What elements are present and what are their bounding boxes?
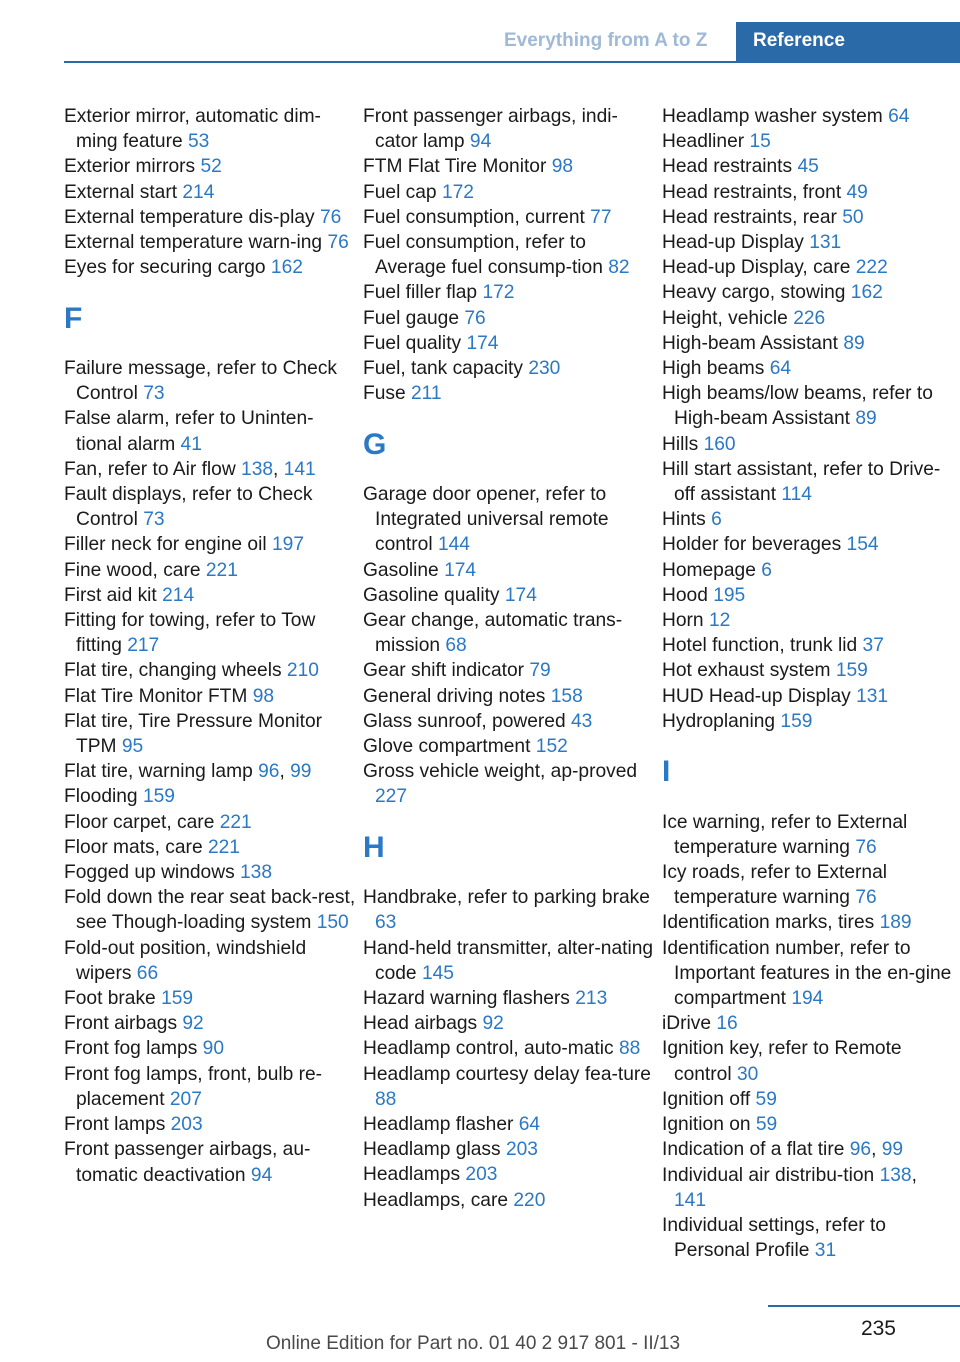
page-reference-link[interactable]: 159 (835, 660, 868, 682)
page-reference-link[interactable]: 195 (713, 584, 746, 606)
page-reference-link[interactable]: 82 (608, 257, 630, 279)
index-entry-term: Glove compartment (363, 736, 531, 758)
index-entry (363, 154, 655, 179)
index-entry (64, 1112, 356, 1137)
page-reference-link[interactable]: 197 (271, 534, 304, 556)
index-entry (662, 1011, 954, 1036)
page-reference-link[interactable]: 41 (180, 433, 202, 455)
page-reference-link[interactable]: 213 (575, 988, 608, 1010)
index-entry (662, 154, 954, 179)
page-reference-link[interactable]: 221 (205, 559, 238, 581)
index-entry-term: Handbrake, refer to parking brake (363, 887, 650, 909)
index-entry (64, 608, 356, 658)
index-entry-term: Head-up Display, care (662, 257, 851, 279)
page-reference-link[interactable]: 76 (855, 836, 877, 858)
index-entry (662, 280, 954, 305)
index-entry-term: Fuel gauge (363, 307, 460, 329)
index-entry-term: Fuel consumption, current (363, 206, 585, 228)
index-entry (363, 1137, 655, 1162)
page-reference-link[interactable]: 52 (200, 156, 222, 178)
index-entry-term: Headlamps (363, 1164, 461, 1186)
index-entry-term: Holder for beverages (662, 534, 842, 556)
index-entry-term: Fold-out position, windshield wipers (64, 937, 307, 984)
index-entry-term: Hot exhaust system (662, 660, 831, 682)
index-entry (64, 356, 356, 406)
page-reference-link[interactable]: 220 (513, 1189, 546, 1211)
index-entry-term: HUD Head-up Display (662, 685, 851, 707)
index-entry (363, 658, 655, 683)
index-entry-term: High-beam Assistant (662, 332, 838, 354)
page-reference-link[interactable]: 63 (375, 912, 397, 934)
index-entry: Indication of a flat tire 96, 99 (662, 1139, 904, 1161)
page-reference-link[interactable]: 31 (814, 1240, 837, 1262)
index-entry-term: Hill start assistant, refer to Drive-off assistant (662, 458, 941, 506)
index-entry (64, 205, 356, 230)
page-reference-link[interactable]: 88 (618, 1038, 641, 1060)
index-entry (363, 684, 655, 709)
index-entry-term: Hotel function, trunk lid (662, 635, 858, 657)
index-entry-term: Foot brake (64, 988, 156, 1010)
page-reference-link[interactable]: 174 (466, 332, 499, 354)
index-entry (64, 406, 356, 456)
page-reference-link[interactable]: 227 (375, 786, 408, 808)
index-entry-term: Head-up Display (662, 232, 804, 254)
index-entry (64, 1011, 356, 1036)
index-entry (363, 608, 655, 658)
index-entry (64, 154, 356, 179)
index-entry-term: iDrive (662, 1013, 712, 1035)
index-entry (64, 1036, 356, 1061)
index-entry (662, 457, 954, 507)
header-section-title: Everything from A to Z (504, 30, 708, 51)
index-entry (363, 482, 655, 558)
index-entry (363, 356, 655, 381)
page-reference-link[interactable]: 94 (250, 1164, 273, 1186)
index-entry-term: Front passenger airbags, au‐tomatic deactivation (64, 1139, 311, 1186)
index-entry (363, 734, 655, 759)
index-entry-term: Headlamp control, auto‐matic (363, 1038, 614, 1060)
page-reference-link[interactable]: 12 (708, 610, 731, 632)
index-entry (363, 331, 655, 356)
page-reference-link[interactable]: 230 (528, 358, 561, 380)
page-reference-link[interactable]: 99 (881, 1139, 904, 1161)
index-entry-term: External start (64, 181, 178, 203)
index-entry (64, 558, 356, 583)
page-reference-link[interactable]: 226 (793, 307, 826, 329)
page-reference-link[interactable]: 92 (482, 1013, 504, 1035)
index-entry-term: Gasoline quality (363, 584, 500, 606)
index-entry-term: Fuel consumption, refer to Average fuel consump‐tion (363, 232, 603, 279)
index-entry-term: Ice warning, refer to External temperature warning (662, 811, 908, 858)
index-entry-term: Flat tire, warning lamp (64, 761, 253, 783)
index-entry (662, 507, 954, 532)
page-reference-link[interactable]: 217 (127, 635, 160, 657)
page-reference-link[interactable]: 154 (846, 534, 879, 556)
index-entry-term: Hood (662, 584, 708, 606)
index-entry-term: First aid kit (64, 584, 157, 606)
index-entry (662, 306, 954, 331)
index-entry (64, 230, 356, 255)
index-entry (64, 180, 356, 205)
page-reference-link[interactable]: 210 (286, 660, 319, 682)
index-entry (64, 255, 356, 280)
page-reference-link[interactable]: 90 (202, 1038, 224, 1060)
page-reference-link[interactable]: 144 (437, 534, 470, 556)
index-entry (363, 1062, 655, 1112)
page-reference-link[interactable]: 6 (711, 509, 722, 531)
index-entry-term: Head restraints, front (662, 181, 842, 203)
page-reference-link[interactable]: 159 (780, 710, 813, 732)
index-entry (662, 558, 954, 583)
index-entry (363, 936, 655, 986)
index-entry-term: Fuel quality (363, 332, 462, 354)
page-reference-link[interactable]: 221 (219, 811, 252, 833)
page-number: 235 (860, 1317, 896, 1340)
index-entry (662, 684, 954, 709)
index-entry-term: Ignition off (662, 1088, 751, 1110)
index-entry (363, 180, 655, 205)
index-entry-term: Hazard warning flashers (363, 988, 570, 1010)
page-reference-link[interactable]: 172 (441, 181, 474, 203)
index-entry-term: False alarm, refer to Uninten‐tional alarm (64, 408, 314, 455)
index-letter-heading: I (662, 755, 671, 789)
page-reference-link[interactable]: 89 (855, 408, 877, 430)
page-reference-link[interactable]: 222 (855, 257, 888, 279)
index-entry (363, 1112, 655, 1137)
page-reference-link[interactable]: 159 (142, 786, 175, 808)
index-entry-term: Front passenger airbags, indi‐cator lamp (363, 106, 618, 153)
page-reference-link[interactable]: 43 (570, 710, 593, 732)
page-reference-link[interactable]: 138 (241, 458, 274, 480)
index-entry-term: External temperature dis‐play (64, 206, 315, 228)
index-entry-term: Hydroplaning (662, 710, 776, 732)
index-entry (662, 633, 954, 658)
index-entry-term: Exterior mirrors (64, 156, 196, 178)
index-column-1 (64, 104, 356, 1188)
index-entry-term: Front fog lamps, front, bulb re‐placement (64, 1063, 323, 1110)
page-reference-link[interactable]: 49 (846, 181, 868, 203)
index-entry (662, 180, 954, 205)
index-entry (64, 482, 356, 532)
index-entry (363, 306, 655, 331)
index-entry (363, 381, 655, 406)
index-entry-term: Headliner (662, 131, 745, 153)
index-entry (662, 1112, 954, 1137)
index-entry-term: Flat tire, changing wheels (64, 660, 282, 682)
index-entry-term: Hand-held transmitter, alter‐nating code (363, 937, 654, 984)
index-entry (662, 331, 954, 356)
index-entry (662, 709, 954, 734)
page-reference-link[interactable]: 159 (161, 988, 194, 1010)
index-entry (64, 658, 356, 683)
page-reference-link[interactable]: 15 (749, 131, 771, 153)
index-entry-term: Fuel, tank capacity (363, 358, 523, 380)
index-entry (662, 810, 954, 860)
index-entry-term: Identification marks, tires (662, 912, 875, 934)
index-entry (64, 684, 356, 709)
index-entry (64, 104, 356, 154)
index-entry-term: Head restraints, rear (662, 206, 837, 228)
index-entry (662, 608, 954, 633)
index-entry (363, 205, 655, 230)
index-entry-term: Individual air distribu‐tion (662, 1164, 875, 1186)
index-entry-term: High beams/low beams, refer to High-beam Assistant (662, 383, 933, 430)
index-entry (662, 583, 954, 608)
index-entry-term: Front fog lamps (64, 1038, 198, 1060)
footer-rule (768, 1305, 960, 1307)
page-reference-link[interactable]: 96 (849, 1139, 872, 1161)
index-entry: Individual air distribu‐tion 138, 141 (662, 1164, 917, 1211)
index-entry-term: Fold down the rear seat back‐rest, see Though-loading system (64, 887, 356, 934)
index-entry-term: Front lamps (64, 1114, 166, 1136)
index-entry (64, 835, 356, 860)
page-reference-link[interactable]: 76 (319, 206, 342, 228)
index-entry (363, 1011, 655, 1036)
edition-note: Online Edition for Part no. 01 40 2 917 801 - II/13 (266, 1333, 681, 1354)
index-entry (662, 129, 954, 154)
index-entry-term: Front airbags (64, 1013, 178, 1035)
index-entry (64, 583, 356, 608)
index-entry-term: Fuel cap (363, 181, 437, 203)
index-column-3 (662, 104, 954, 1263)
page-reference-link[interactable]: 79 (529, 660, 551, 682)
index-entry-term: Headlamp courtesy delay fea‐ture (363, 1063, 651, 1085)
index-entry: Flat tire, warning lamp 96, 99 (64, 761, 312, 783)
index-entry (662, 1087, 954, 1112)
page-reference-link[interactable]: 77 (590, 206, 612, 228)
index-entry-term: Glass sunroof, powered (363, 710, 566, 732)
page-reference-link[interactable]: 89 (843, 332, 865, 354)
index-entry-term: Fuse (363, 383, 406, 405)
index-entry (662, 910, 954, 935)
index-entry-term: Flat tire, Tire Pressure Monitor TPM (64, 710, 323, 758)
page-reference-link[interactable]: 162 (850, 282, 883, 304)
page-reference-link[interactable]: 94 (469, 131, 492, 153)
index-entry-term: Flat Tire Monitor FTM (64, 685, 248, 707)
index-entry-term: Ignition key, refer to Remote control (662, 1038, 902, 1085)
index-entry-term: Headlamps, care (363, 1189, 509, 1211)
index-entry-term: Fitting for towing, refer to Tow fitting (64, 610, 316, 657)
index-entry (662, 356, 954, 381)
index-entry-term: Gasoline (363, 559, 439, 581)
index-entry-term: Icy roads, refer to External temperature warning (662, 862, 888, 909)
page-reference-link[interactable]: 141 (283, 458, 316, 480)
page-reference-link[interactable]: 6 (761, 559, 772, 581)
page-reference-link[interactable]: 203 (170, 1114, 203, 1136)
index-entry (662, 936, 954, 1012)
index-entry-term: Headlamp flasher (363, 1114, 514, 1136)
index-entry-term: Hills (662, 433, 699, 455)
index-entry (363, 1162, 655, 1187)
index-entry (64, 810, 356, 835)
index-entry-term: Eyes for securing cargo (64, 257, 266, 279)
index-entry (363, 986, 655, 1011)
page-reference-link[interactable]: 16 (716, 1013, 738, 1035)
index-entry-term: General driving notes (363, 685, 546, 707)
page-reference-link[interactable]: 73 (143, 509, 165, 531)
index-entry (662, 1036, 954, 1086)
index-entry (363, 885, 655, 935)
index-entry (64, 1062, 356, 1112)
page-reference-link[interactable]: 150 (316, 912, 349, 934)
page-reference-link[interactable]: 64 (518, 1114, 541, 1136)
index-entry (662, 432, 954, 457)
index-entry (662, 381, 954, 431)
index-entry (64, 860, 356, 885)
page-reference-link[interactable]: 37 (862, 635, 884, 657)
index-entry (363, 1036, 655, 1061)
index-entry (363, 104, 655, 154)
page-reference-link[interactable]: 174 (504, 584, 537, 606)
header-chapter-tab: Reference (736, 22, 960, 63)
index-entry-term: Fuel filler flap (363, 282, 478, 304)
page-reference-link[interactable]: 131 (809, 232, 842, 254)
page-reference-link[interactable]: 99 (290, 761, 312, 783)
page-reference-link[interactable]: 138 (240, 862, 273, 884)
index-entry-term: Identification number, refer to Important features in the en‐gine compartment (662, 937, 952, 1010)
page-reference-link[interactable]: 53 (188, 131, 210, 153)
page-reference-link[interactable]: 189 (879, 912, 912, 934)
page-reference-link[interactable]: 50 (842, 206, 864, 228)
index-entry (64, 986, 356, 1011)
index-entry-term: Indication of a flat tire (662, 1139, 845, 1161)
index-entry (662, 255, 954, 280)
index-entry (64, 784, 356, 809)
index-entry-term: Fogged up windows (64, 862, 235, 884)
index-entry-term: Gear shift indicator (363, 660, 525, 682)
page-reference-link[interactable]: 98 (551, 156, 574, 178)
index-entry (662, 1213, 954, 1263)
page-reference-link[interactable]: 158 (550, 685, 583, 707)
index-entry-term: Floor carpet, care (64, 811, 215, 833)
index-entry (363, 583, 655, 608)
page-reference-link[interactable]: 95 (121, 736, 144, 758)
index-entry (363, 558, 655, 583)
page-reference-link[interactable]: 114 (781, 484, 812, 506)
page-reference-link[interactable]: 174 (444, 559, 477, 581)
index-entry (662, 104, 954, 129)
index-entry (363, 759, 655, 809)
page-reference-link[interactable]: 141 (674, 1189, 707, 1211)
index-letter-heading: G (363, 427, 387, 461)
index-entry (64, 885, 356, 935)
index-entry-term: Individual settings, refer to Personal Profile (662, 1214, 886, 1262)
index-entry-term: High beams (662, 358, 765, 380)
index-entry (64, 709, 356, 759)
page-reference-link[interactable]: 138 (879, 1164, 912, 1186)
page-reference-link[interactable]: 172 (482, 282, 515, 304)
index-entry (64, 936, 356, 986)
index-entry (363, 280, 655, 305)
page-reference-link[interactable]: 203 (505, 1139, 538, 1161)
index-entry-term: Exterior mirror, automatic dim‐ming feature (64, 106, 321, 153)
page-reference-link[interactable]: 64 (769, 358, 792, 380)
index-entry-term: Homepage (662, 559, 756, 581)
index-entry-term: Fine wood, care (64, 559, 201, 581)
index-entry-term: Fault displays, refer to Check Control (64, 484, 313, 531)
page-reference-link[interactable]: 160 (703, 433, 736, 455)
index-entry (662, 230, 954, 255)
index-entry-term: Gear change, automatic trans‐mission (363, 610, 623, 657)
index-entry-term: Headlamp glass (363, 1139, 501, 1161)
index-entry-term: Filler neck for engine oil (64, 534, 267, 556)
page-reference-link[interactable]: 30 (736, 1063, 759, 1085)
page-reference-link[interactable]: 92 (182, 1013, 204, 1035)
index-entry-term: FTM Flat Tire Monitor (363, 156, 547, 178)
index-entry-term: Headlamp washer system (662, 106, 883, 127)
index-entry (662, 860, 954, 910)
index-entry-term: Flooding (64, 786, 138, 808)
index-entry-term: Hints (662, 509, 706, 531)
index-entry-term: Garage door opener, refer to Integrated universal remote control (363, 484, 609, 556)
page-reference-link[interactable]: 64 (888, 106, 910, 127)
index-entry-term: Head restraints (662, 156, 793, 178)
index-entry (662, 205, 954, 230)
index-entry-term: Head airbags (363, 1013, 478, 1035)
page-reference-link[interactable]: 59 (755, 1088, 777, 1110)
index-entry (64, 532, 356, 557)
index-entry-term: Heavy cargo, stowing (662, 282, 846, 304)
page-reference-link[interactable]: 76 (464, 307, 486, 329)
index-entry-term: External temperature warn‐ing (64, 232, 323, 254)
page-reference-link[interactable]: 76 (855, 887, 877, 909)
index-entry (64, 1137, 356, 1187)
page-reference-link[interactable]: 98 (252, 685, 275, 707)
page-reference-link[interactable]: 66 (136, 962, 159, 984)
index-letter-heading: H (363, 830, 385, 864)
page-reference-link[interactable]: 88 (375, 1088, 397, 1110)
page-reference-link[interactable]: 152 (535, 736, 568, 758)
index-column-2 (363, 104, 655, 1213)
page-reference-link[interactable]: 194 (791, 988, 824, 1010)
index-entry (363, 1188, 655, 1213)
page-reference-link[interactable]: 214 (162, 584, 195, 606)
page-reference-link[interactable]: 211 (411, 383, 442, 405)
page-reference-link[interactable]: 96 (258, 761, 280, 783)
page-reference-link[interactable]: 214 (182, 181, 215, 203)
index-entry (662, 658, 954, 683)
index-entry (662, 532, 954, 557)
page-reference-link[interactable]: 145 (421, 962, 454, 984)
page-reference-link[interactable]: 207 (169, 1088, 202, 1110)
index-entry-term: Ignition on (662, 1114, 751, 1136)
index-entry: Fan, refer to Air flow 138, 141 (64, 458, 316, 480)
index-entry-term: Gross vehicle weight, ap‐proved (363, 761, 638, 783)
page-reference-link[interactable]: 76 (327, 232, 349, 254)
index-entry (363, 230, 655, 280)
page-reference-link[interactable]: 162 (270, 257, 303, 279)
index-entry-term: Failure message, refer to Check Control (64, 358, 338, 405)
index-letter-heading: F (64, 301, 83, 335)
index-entry-term: Floor mats, care (64, 836, 203, 858)
page-reference-link[interactable]: 73 (143, 383, 165, 405)
index-entry (363, 709, 655, 734)
index-entry-term: Fan, refer to Air flow (64, 458, 236, 480)
index-entry-term: Horn (662, 610, 704, 632)
page-reference-link[interactable]: 221 (207, 836, 240, 858)
page-reference-link[interactable]: 203 (465, 1164, 498, 1186)
index-entry-term: Height, vehicle (662, 307, 788, 329)
page-reference-link[interactable]: 131 (856, 685, 889, 707)
page-reference-link[interactable]: 68 (445, 635, 467, 657)
page-reference-link[interactable]: 59 (755, 1114, 778, 1136)
page-reference-link[interactable]: 45 (797, 156, 819, 178)
